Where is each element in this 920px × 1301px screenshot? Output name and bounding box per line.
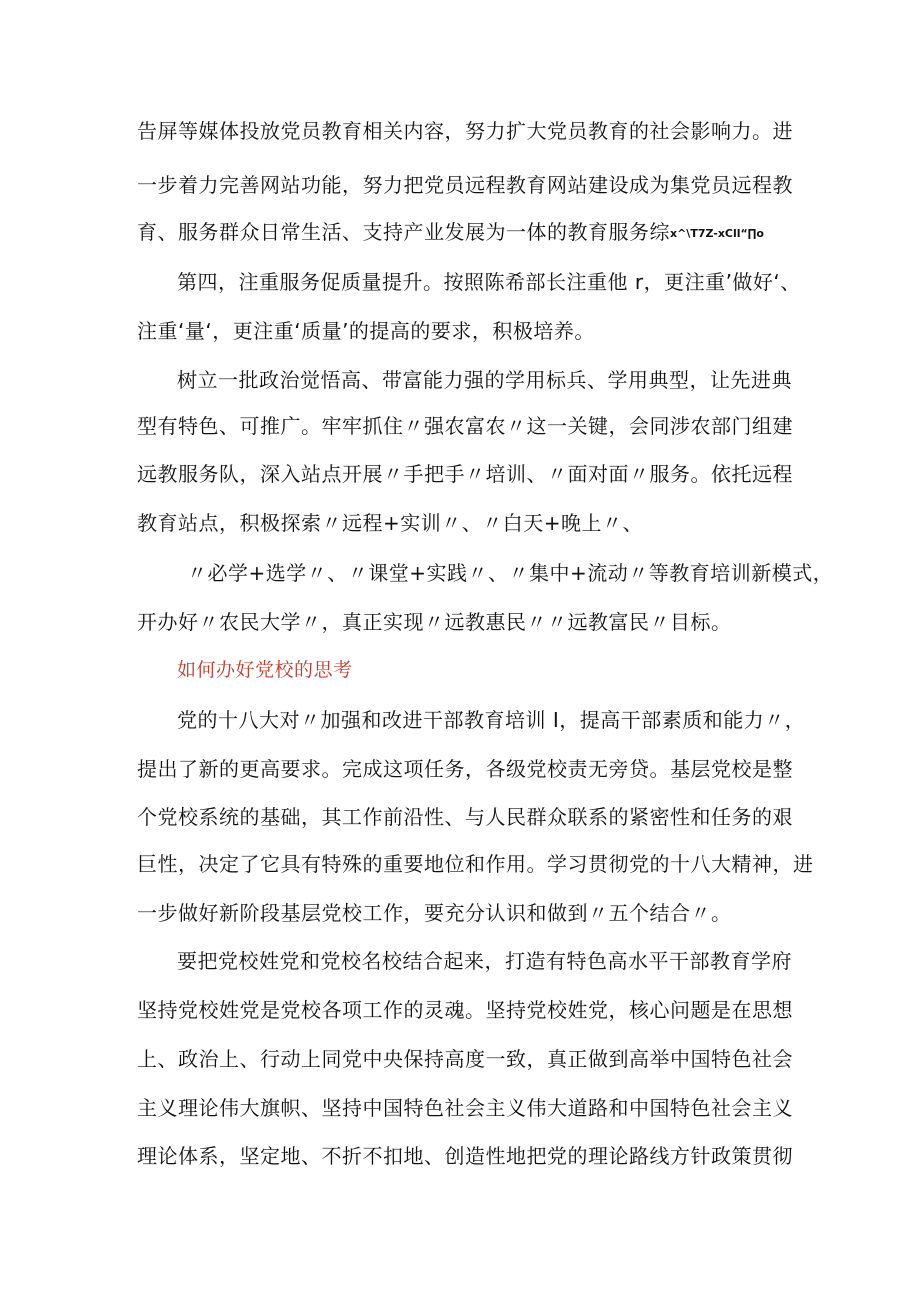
paragraph-line: 教育站点，积极探索〃远程+实训〃、〃白天+晚上〃、 [137, 511, 644, 535]
paragraph-line: 主义理论伟大旗帜、坚持中国特色社会主义伟大道路和中国特色社会主义 [137, 1096, 793, 1120]
paragraph-line: 要把党校姓党和党校名校结合起来，打造有特色高水平干部教育学府 [177, 949, 792, 973]
paragraph-line: 型有特色、可推广。牢牢抓住〃强农富农〃这一关键，会同涉农部门组建 [137, 414, 793, 438]
paragraph-line: 开办好〃农民大学〃，真正实现〃远教惠民〃〃远教富民〃目标。 [137, 610, 732, 634]
paragraph-line: 注重‘量‘，更注重‘质量’的提高的要求，积极培养。 [137, 319, 595, 343]
paragraph-line [137, 218, 797, 248]
paragraph-line: 个党校系统的基础，其工作前沿性、与人民群众联系的紧密性和任务的艰 [137, 805, 793, 829]
garbled-text: x^\T7Z-xCll“∏o [670, 227, 764, 240]
paragraph-line: 上、政治上、行动上同党中央保持高度一致，真正做到高举中国特色社会 [137, 1047, 793, 1071]
paragraph-line: 理论体系，坚定地、不折不扣地、创造性地把党的理论路线方针政策贯彻 [137, 1144, 793, 1168]
paragraph-line: 一步着力完善网站功能，努力把党员远程教育网站建设成为集党员远程教 [137, 173, 793, 197]
paragraph-line: 远教服务队，深入站点开展〃手把手〃培训、〃面对面〃服务。依托远程 [137, 462, 793, 486]
section-heading: 如何办好党校的思考 [177, 659, 353, 681]
paragraph-line: 第四，注重服务促质量提升。按照陈希部长注重他 r，更注重’做好‘、 [177, 270, 801, 294]
paragraph-line: 树立一批政治觉悟高、带富能力强的学用标兵、学用典型，让先进典 [177, 368, 792, 392]
paragraph-line: 坚持党校姓党是党校各项工作的灵魂。坚持党校姓党，核心问题是在思想 [137, 998, 793, 1022]
paragraph-line: 告屏等媒体投放党员教育相关内容，努力扩大党员教育的社会影响力。进 [137, 119, 793, 143]
paragraph-line: 提出了新的更高要求。完成这项任务，各级党校责无旁贷。基层党校是整 [137, 757, 793, 781]
paragraph-line: 〃必学+选学〃、〃课堂+实践〃、〃集中+流动〃等教育培训新模式， [187, 561, 834, 585]
paragraph-line: 党的十八大对〃加强和改进干部教育培训 I，提高干部素质和能力〃， [177, 708, 806, 732]
paragraph-text: 育、服务群众日常生活、支持产业发展为一体的教育服务综 [137, 220, 670, 244]
paragraph-line: 一步做好新阶段基层党校工作，要充分认识和做到〃五个结合〃。 [137, 901, 732, 925]
paragraph-line: 巨性，决定了它具有特殊的重要地位和作用。学习贯彻党的十八大精神，进 [137, 852, 814, 876]
